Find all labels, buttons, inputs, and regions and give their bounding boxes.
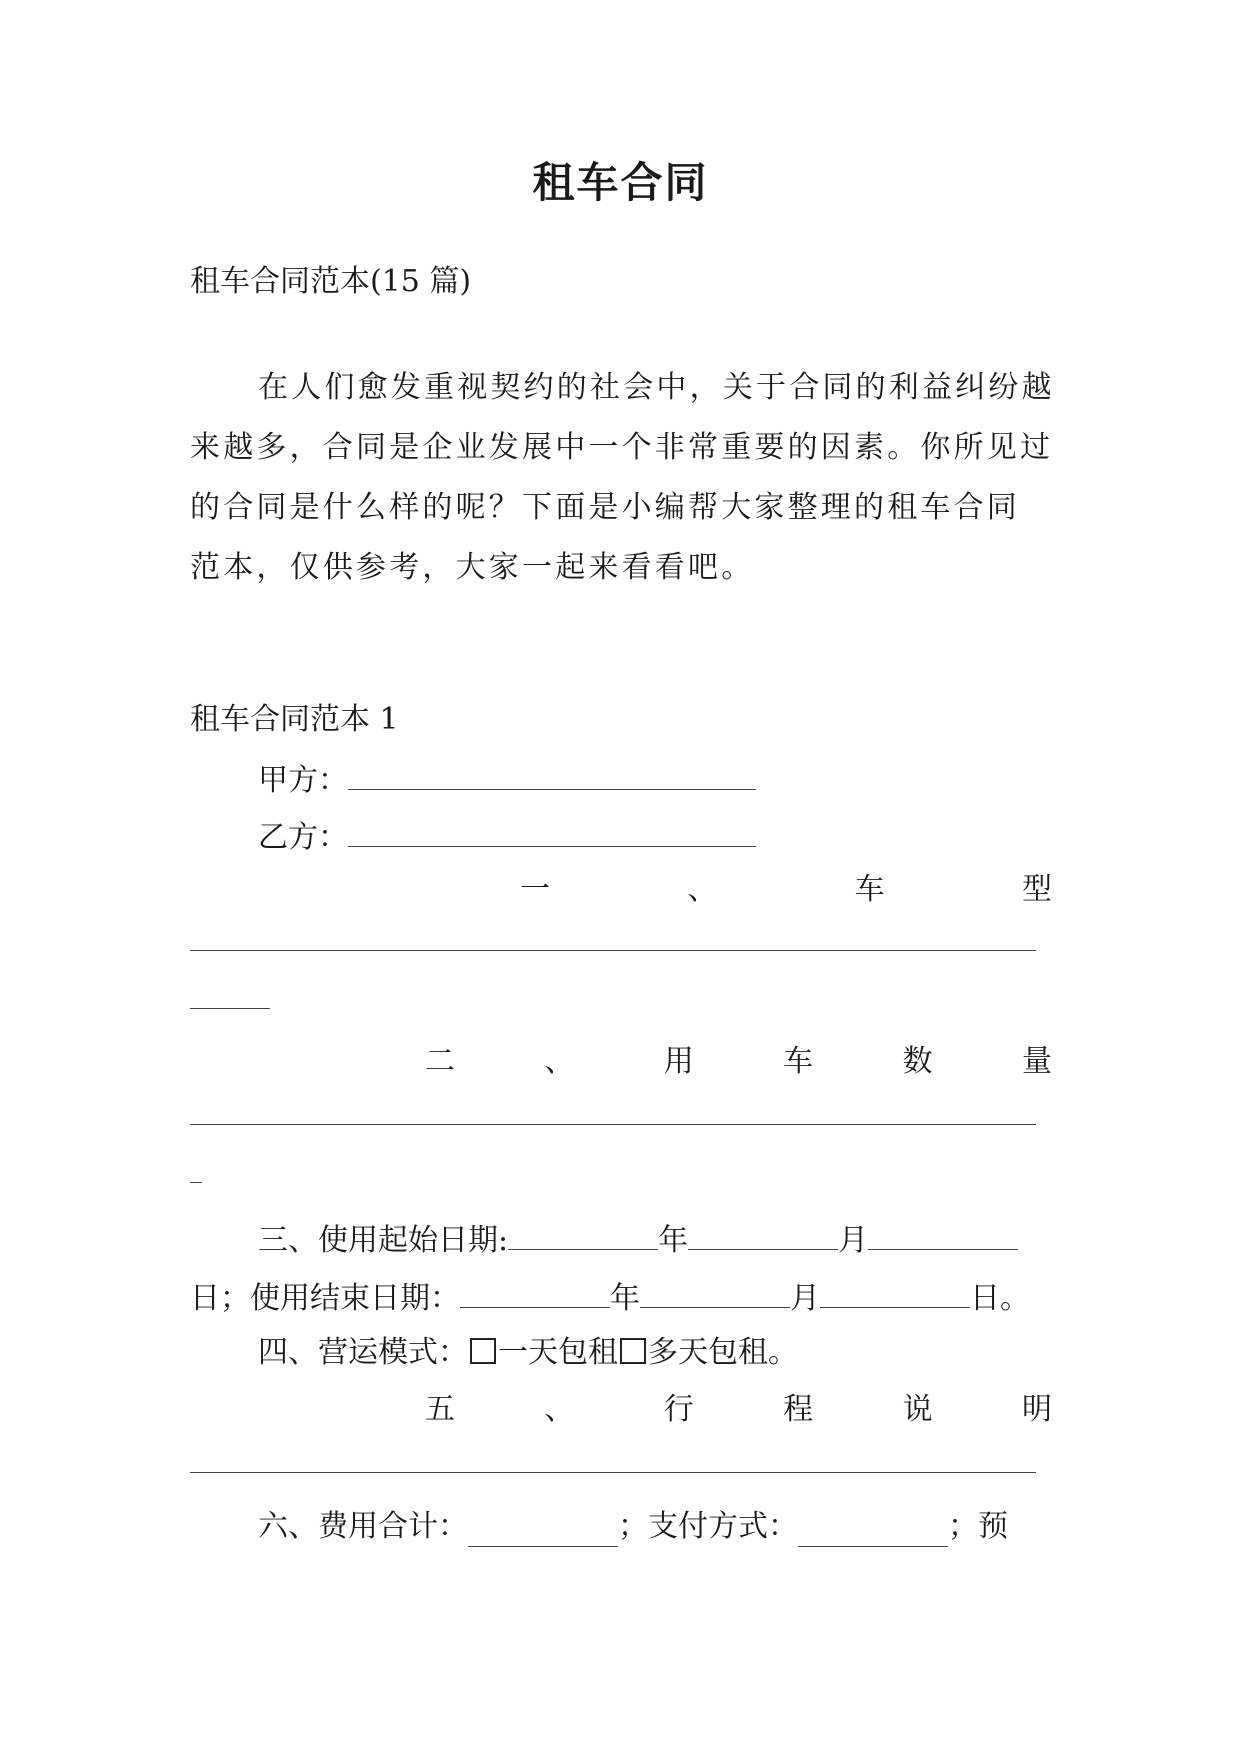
year-label: 年 xyxy=(658,1223,689,1258)
item4-row xyxy=(190,1333,1052,1373)
item3-end-label: 日；使用结束日期： xyxy=(190,1281,460,1316)
item3-start-row xyxy=(190,1217,1052,1257)
intro-line: 范本，仅供参考，大家一起来看看吧。 xyxy=(190,550,755,585)
payment-method-blank[interactable] xyxy=(798,1514,948,1547)
item5-char: 行 xyxy=(663,1392,694,1427)
item1-blank-tail[interactable] xyxy=(190,1008,270,1009)
party-a-label: 甲方： xyxy=(258,763,348,798)
item6-tail: ；预 xyxy=(948,1509,1008,1544)
checkbox-multi-day[interactable] xyxy=(620,1338,646,1364)
item2-char: 车 xyxy=(783,1044,814,1079)
start-day-blank[interactable] xyxy=(868,1217,1018,1250)
item5-char: 说 xyxy=(902,1392,933,1427)
party-b-blank[interactable] xyxy=(348,814,756,847)
option-one-day: 一天包租 xyxy=(498,1335,618,1370)
item1-char: 、 xyxy=(687,872,718,907)
checkbox-one-day[interactable] xyxy=(470,1338,496,1364)
document-subtitle: 租车合同范本(15 篇) xyxy=(190,264,472,299)
item5-char: 、 xyxy=(544,1392,575,1427)
party-b-row xyxy=(190,814,1052,854)
item1-blank-line[interactable] xyxy=(190,950,1036,951)
party-b-label: 乙方： xyxy=(258,820,348,855)
year-label: 年 xyxy=(610,1281,640,1316)
item4-label: 四、营运模式： xyxy=(258,1335,468,1370)
end-year-blank[interactable] xyxy=(460,1275,610,1308)
item5-heading xyxy=(425,1390,1052,1430)
total-cost-blank[interactable] xyxy=(468,1514,618,1547)
intro-paragraph xyxy=(190,358,1055,598)
intro-line: 来越多，合同是企业发展中一个非常重要的因素。你所见过 xyxy=(190,430,1054,465)
item2-char: 数 xyxy=(902,1044,933,1079)
month-label: 月 xyxy=(790,1281,820,1316)
item6-label: 六、费用合计： xyxy=(258,1509,468,1544)
intro-line: 的合同是什么样的呢？下面是小编帮大家整理的租车合同 xyxy=(190,490,1020,525)
day-label: 日。 xyxy=(970,1281,1030,1316)
month-label: 月 xyxy=(838,1223,869,1258)
party-a-row xyxy=(190,757,1052,797)
item2-char: 量 xyxy=(1021,1044,1052,1079)
option-multi-day: 多天包租。 xyxy=(648,1335,798,1370)
document-title: 租车合同 xyxy=(532,158,709,207)
item6-row xyxy=(190,1507,1052,1547)
item2-char: 二 xyxy=(425,1044,455,1079)
item2-char: 用 xyxy=(663,1044,694,1079)
item1-char: 车 xyxy=(854,872,885,907)
section-heading: 租车合同范本 1 xyxy=(190,702,399,737)
item1-char: 一 xyxy=(520,872,550,907)
item2-char: 、 xyxy=(544,1044,575,1079)
item5-char: 明 xyxy=(1021,1392,1052,1427)
start-year-blank[interactable] xyxy=(508,1217,658,1250)
item5-char: 五 xyxy=(425,1392,455,1427)
end-month-blank[interactable] xyxy=(640,1275,790,1308)
payment-label: ；支付方式： xyxy=(618,1509,798,1544)
start-month-blank[interactable] xyxy=(688,1217,838,1250)
item2-blank-line[interactable] xyxy=(190,1124,1036,1125)
item1-char: 型 xyxy=(1021,872,1052,907)
item2-heading xyxy=(425,1042,1052,1082)
item2-blank-tail[interactable] xyxy=(190,1182,202,1183)
item3-end-row xyxy=(190,1275,1052,1315)
intro-line: 在人们愈发重视契约的社会中，关于合同的利益纠纷越 xyxy=(258,370,1055,405)
item1-heading xyxy=(520,870,1052,910)
item5-blank-line[interactable] xyxy=(190,1472,1036,1473)
end-day-blank[interactable] xyxy=(820,1275,970,1308)
party-a-blank[interactable] xyxy=(348,757,756,790)
item5-char: 程 xyxy=(783,1392,814,1427)
item3-label: 三、使用起始日期: xyxy=(258,1223,509,1258)
